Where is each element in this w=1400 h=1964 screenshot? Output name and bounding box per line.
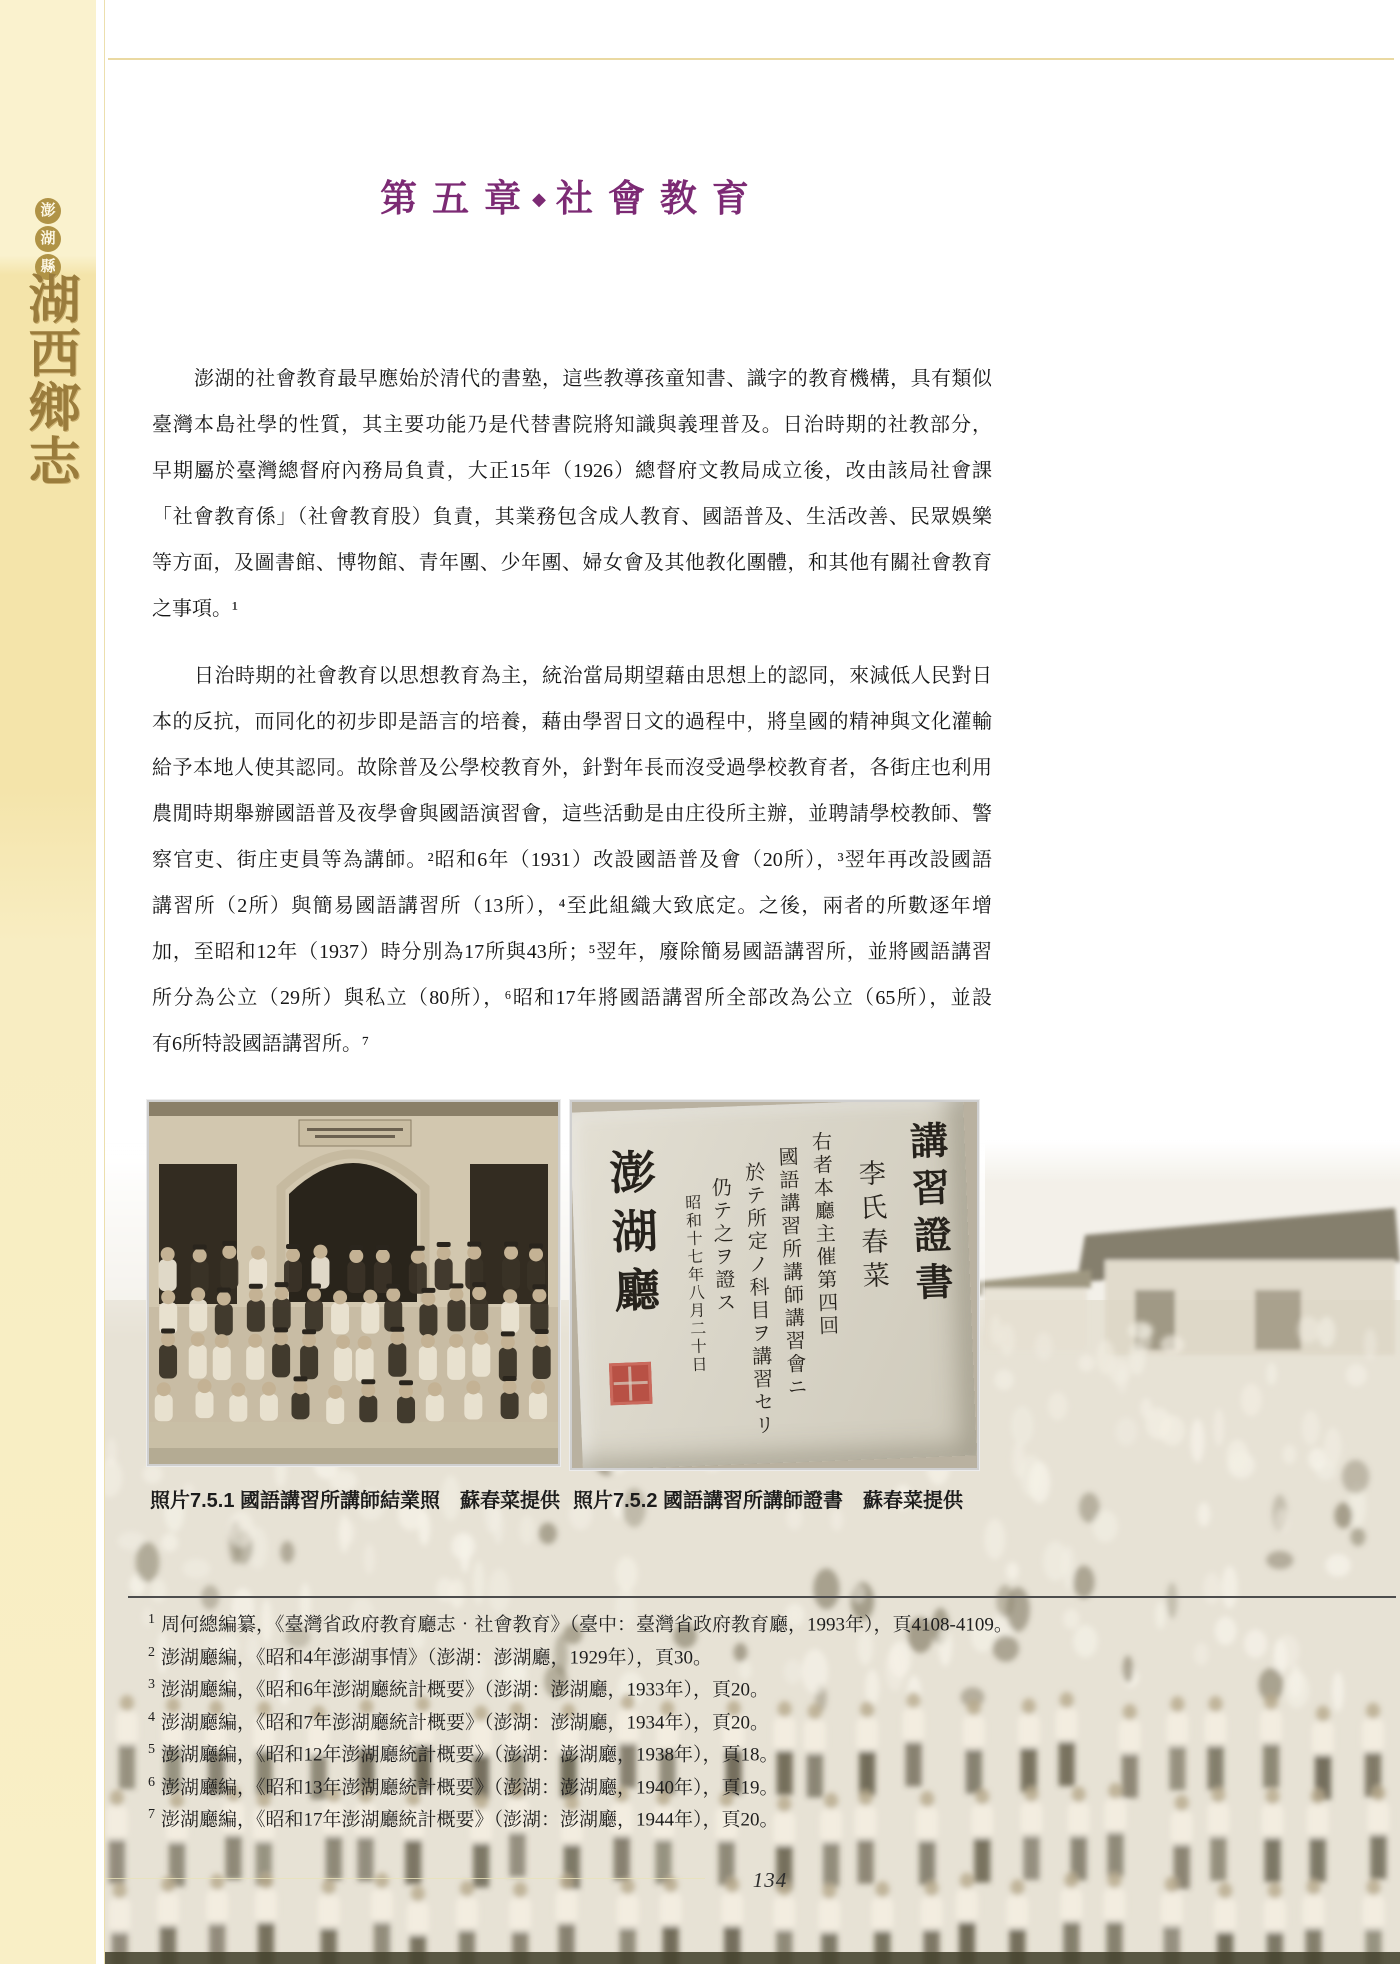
photo-group-portrait [147, 1100, 560, 1466]
footnote-marker: 1 [148, 1612, 155, 1627]
page-number: 134 [752, 1868, 788, 1892]
footnote-text: 澎湖廳編，《昭和7年澎湖廳統計概要》（澎湖：澎湖廳，1934年），頁20。 [161, 1711, 770, 1733]
body-line: 之事項。¹ [152, 598, 238, 620]
body-line: 講習所（2所）與簡易國語講習所（13所），⁴至此組織大致底定。之後，兩者的所數逐年增 [152, 895, 992, 917]
body-line: 所分為公立（29所）與私立（80所），⁶昭和17年將國語講習所全部改為公立（65所），並設 [152, 987, 992, 1009]
group-portrait-art [149, 1102, 558, 1464]
footnote-marker: 7 [148, 1807, 155, 1822]
certificate-column: 右者本廳主催第四回 [808, 1130, 839, 1339]
footnote [148, 1738, 1388, 1771]
body-line: 「社會教育係」（社會教育股）負責，其業務包含成人教育、國語普及、生活改善、民眾娛樂 [152, 506, 992, 528]
body-line: 農閒時期舉辦國語普及夜學會與國語演習會，這些活動是由庄役所主辦，並聘請學校教師、警 [152, 803, 992, 825]
body-line: 加，至昭和12年（1937）時分別為17所與43所；⁵翌年，廢除簡易國語講習所，並將國語講習 [152, 941, 992, 963]
county-seal-icon: 湖 [35, 226, 61, 252]
county-seal-icon: 縣 [35, 254, 61, 280]
footnote-text: 澎湖廳編，《昭和12年澎湖廳統計概要》（澎湖：澎湖廳，1938年），頁18。 [161, 1744, 779, 1766]
body-line: 澎湖的社會教育最早應始於清代的書塾，這些教導孩童知書、識字的教育機構，具有類似 [194, 368, 992, 390]
book-title-vertical [0, 272, 96, 488]
footnote-marker: 6 [148, 1774, 155, 1790]
certificate-column: 昭和十七年八月二十日 [682, 1193, 707, 1375]
chapter-bullet-icon: ◆ [532, 189, 546, 209]
footnote-text: 澎湖廳編，《昭和17年澎湖廳統計概要》（澎湖：澎湖廳，1944年），頁20。 [161, 1809, 779, 1831]
body-line: 臺灣本島社學的性質，其主要功能乃是代替書院將知識與義理普及。日治時期的社教部分， [152, 414, 992, 436]
footnote [148, 1803, 1388, 1836]
footnote [148, 1673, 1388, 1706]
certificate-column: 澎湖廳 [602, 1147, 661, 1327]
body-line: 本的反抗，而同化的初步即是語言的培養，藉由學習日文的過程中，將皇國的精神與文化灌輸 [152, 711, 992, 733]
certificate-column: 國語講習所講師講習會ニ [774, 1145, 807, 1400]
chapter-number: 第五章 [380, 179, 537, 220]
photo-right-caption: 照片7.5.2 國語講習所講師證書 蘇春菜提供 [573, 1490, 964, 1512]
footnote-text: 澎湖廳編，《昭和13年澎湖廳統計概要》（澎湖：澎湖廳，1940年），頁19。 [161, 1776, 779, 1798]
footnote [148, 1641, 1388, 1674]
chapter-title [152, 168, 992, 222]
county-seals [0, 196, 96, 282]
footnote-marker: 2 [148, 1644, 155, 1660]
scan-artifact-line [105, 1878, 705, 1879]
body-line: 等方面，及圖書館、博物館、青年團、少年團、婦女會及其他教化團體，和其他有關社會教育 [152, 552, 992, 574]
bottom-bar [105, 1952, 1400, 1964]
body-line: 有6所特設國語講習所。⁷ [152, 1033, 369, 1055]
body-line: 早期屬於臺灣總督府內務局負責，大正15年（1926）總督府文教局成立後，改由該局社會課 [152, 460, 992, 482]
certificate-paper [570, 1100, 977, 1470]
photo-left-caption: 照片7.5.1 國語講習所講師結業照 蘇春菜提供 [150, 1490, 561, 1512]
county-seal-icon: 澎 [35, 198, 61, 224]
header-rule [108, 58, 1394, 60]
footnote [148, 1608, 1388, 1641]
body-line: 日治時期的社會教育以思想教育為主，統治當局期望藉由思想上的認同，來減低人民對日 [194, 665, 992, 687]
footnote-text: 澎湖廳編，《昭和6年澎湖廳統計概要》（澎湖：澎湖廳，1933年），頁20。 [161, 1679, 770, 1701]
footnote [148, 1706, 1388, 1739]
certificate-column: 仍テ之ヲ證ス [707, 1176, 736, 1316]
book-title-text: 湖西鄉志 [20, 272, 77, 488]
body-line: 察官吏、街庄吏員等為講師。²昭和6年（1931）改設國語普及會（20所），³翌年再改設國語 [152, 849, 992, 871]
footnote-separator [128, 1596, 1396, 1598]
certificate-column: 於テ所定ノ科目ヲ講習セリ [741, 1161, 774, 1438]
chapter-name: 社會教育 [555, 179, 764, 220]
photo-certificate [570, 1100, 979, 1470]
footnote-marker: 4 [148, 1709, 155, 1725]
footnote-text: 澎湖廳編，《昭和4年澎湖事情》（澎湖：澎湖廳，1929年），頁30。 [161, 1646, 713, 1668]
footnote-marker: 3 [148, 1677, 155, 1692]
paragraph-1 [152, 356, 992, 632]
certificate-column: 講習證書 [902, 1120, 953, 1310]
footnote-marker: 5 [148, 1742, 155, 1757]
footnote-text: 周何總編纂，《臺灣省政府教育廳志‧社會教育》（臺中：臺灣省政府教育廳，1993年），頁4108-4109。 [161, 1614, 1013, 1636]
footnotes [148, 1608, 1388, 1836]
body-line: 給予本地人使其認同。故除普及公學校教育外，針對年長而沒受過學校教育者，各街庄也利用 [152, 757, 992, 779]
red-seal-stamp-icon [609, 1362, 653, 1406]
footnote [148, 1771, 1388, 1804]
certificate-column: 李氏春菜 [854, 1158, 890, 1296]
paragraph-2 [152, 653, 992, 1067]
